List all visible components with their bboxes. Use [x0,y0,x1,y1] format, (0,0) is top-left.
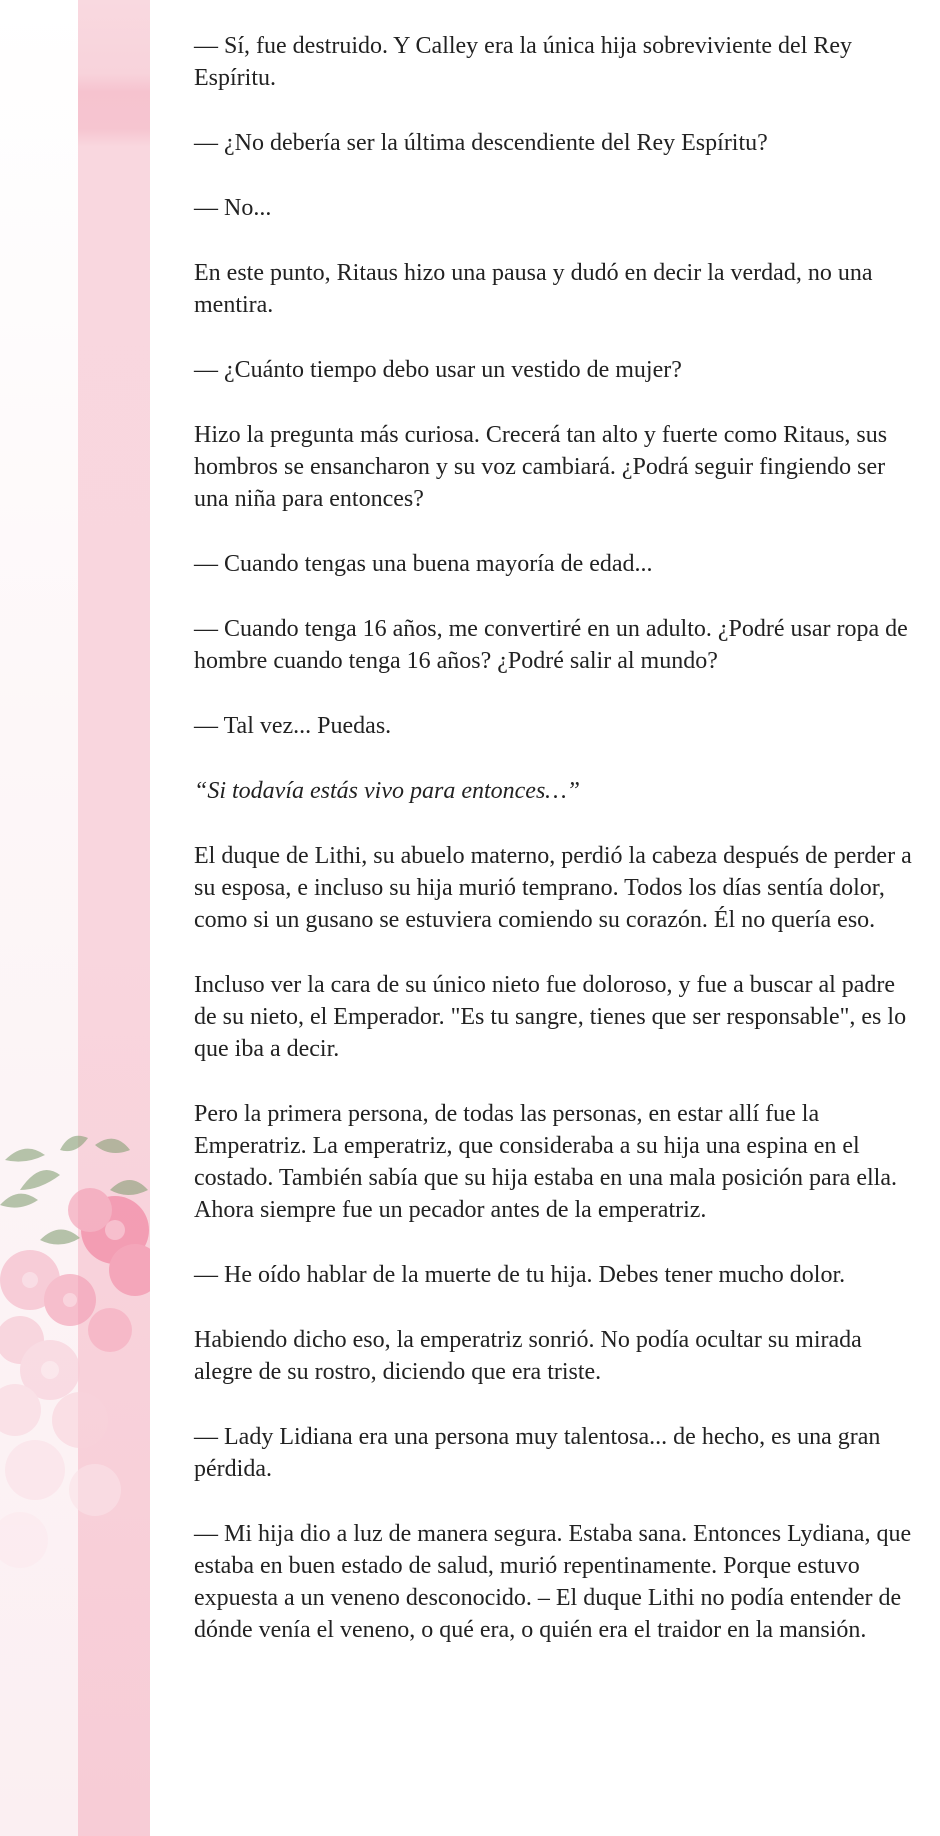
text-paragraph: El duque de Lithi, su abuelo materno, perdió la cabeza después de perder a su esposa, e incluso su hija murió temprano. Todos los días sentía dolor, como si un gusano se estuviera comiendo su corazón. Él no quería eso. [194,843,912,933]
text-paragraph: — Tal vez... Puedas. [194,713,392,739]
text-paragraph: — He oído hablar de la muerte de tu hija. Debes tener mucho dolor. [194,1262,846,1288]
chapter-text [194,30,916,1679]
text-paragraph: — ¿Cuánto tiempo debo usar un vestido de mujer? [194,357,682,383]
text-paragraph: — Mi hija dio a luz de manera segura. Estaba sana. Entonces Lydiana, que estaba en buen estado de salud, murió repentinamente. Porque estuvo expuesta a un veneno desconocido. – El duque Lithi no podía entender de dónde venía el veneno, o qué era, o quién era el traidor en la mansión. [194,1521,912,1643]
text-paragraph: — Cuando tengas una buena mayoría de edad... [194,551,653,577]
text-paragraph: — No... [194,195,272,221]
text-paragraph: — Cuando tenga 16 años, me convertiré en un adulto. ¿Podré usar ropa de hombre cuando tenga 16 años? ¿Podré salir al mundo? [194,616,908,674]
text-paragraph: “Si todavía estás vivo para entonces…” [194,778,580,804]
flower-decoration-icon [0,1130,150,1650]
text-paragraph: Hizo la pregunta más curiosa. Crecerá tan alto y fuerte como Ritaus, sus hombros se ensancharon y su voz cambiará. ¿Podrá seguir fingiendo ser una niña para entonces? [194,422,888,512]
text-paragraph: En este punto, Ritaus hizo una pausa y dudó en decir la verdad, no una mentira. [194,260,873,318]
text-paragraph: — Sí, fue destruido. Y Calley era la única hija sobreviviente del Rey Espíritu. [194,33,853,91]
text-paragraph: — Lady Lidiana era una persona muy talentosa... de hecho, es una gran pérdida. [194,1424,881,1482]
text-paragraph: — ¿No debería ser la última descendiente del Rey Espíritu? [194,130,768,156]
text-paragraph: Incluso ver la cara de su único nieto fue doloroso, y fue a buscar al padre de su nieto, el Emperador. "Es tu sangre, tienes que ser responsable", es lo que iba a decir. [194,972,907,1062]
text-paragraph: Habiendo dicho eso, la emperatriz sonrió. No podía ocultar su mirada alegre de su rostro, diciendo que era triste. [194,1327,862,1385]
text-paragraph: Pero la primera persona, de todas las personas, en estar allí fue la Emperatriz. La emperatriz, que consideraba a su hija una espina en el costado. También sabía que su hija estaba en una mala posición para ella. Ahora siempre fue un pecador antes de la emperatriz. [194,1101,897,1223]
